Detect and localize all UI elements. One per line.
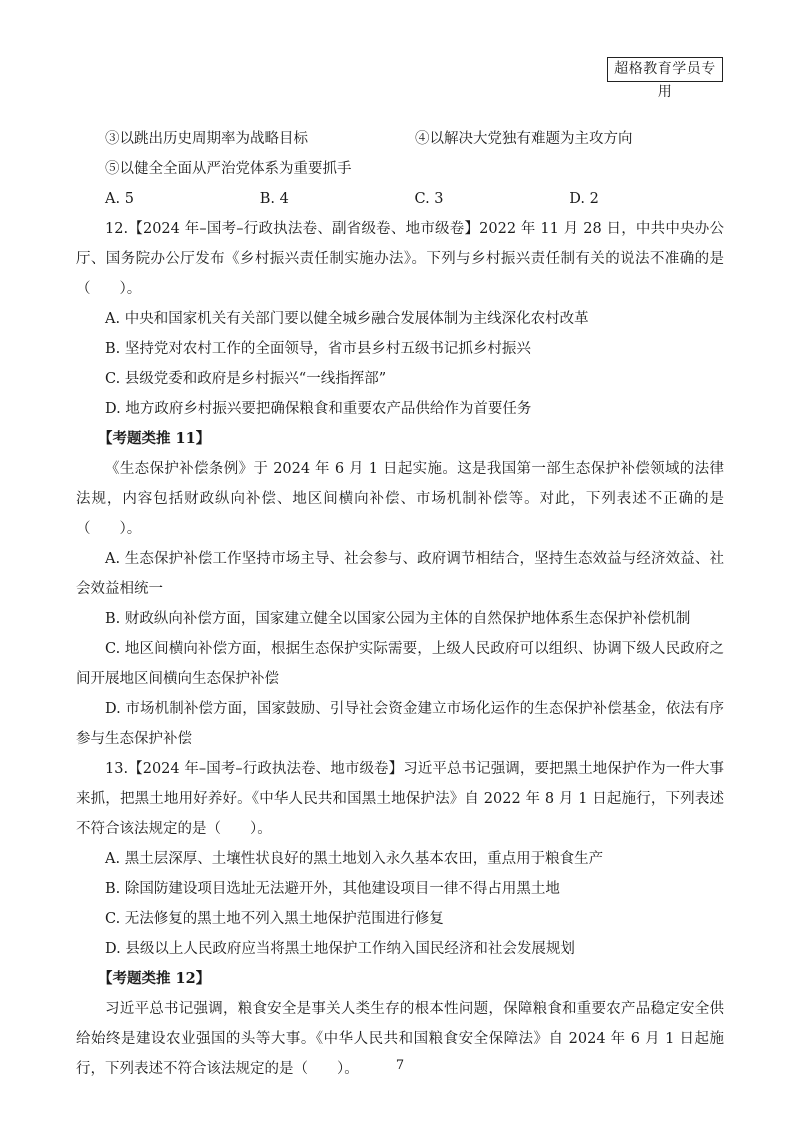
q11-option-d: D. 2 bbox=[569, 191, 599, 207]
q11-item-5: ⑤以健全全面从严治党体系为重要抓手 bbox=[105, 161, 352, 177]
q12-stem: 12.【2024 年–国考–行政执法卷、副省级卷、地市级卷】2022 年 11 月 28 日，中共中央办公厅、国务院办公厅发布《乡村振兴责任制实施办法》。下列与乡村振兴责任制有关的说法不准确的是（ ）。 bbox=[76, 221, 724, 297]
page-content bbox=[76, 124, 724, 1084]
page-number: 7 bbox=[395, 1058, 405, 1073]
q11-item-3: ③以跳出历史周期率为战略目标 bbox=[105, 131, 308, 147]
q11-options bbox=[76, 184, 724, 214]
q12-option-a: A. 中央和国家机关有关部门要以健全城乡融合发展体制为主线深化农村改革 bbox=[105, 311, 589, 327]
q12-option-b: B. 坚持党对农村工作的全面领导，省市县乡村五级书记抓乡村振兴 bbox=[105, 341, 531, 357]
tuitui-11-option-c: C. 地区间横向补偿方面，根据生态保护实际需要，上级人民政府可以组织、协调下级人民政府之间开展地区间横向生态保护补偿 bbox=[76, 641, 724, 687]
tuitui-11-heading: 【考题类推 11】 bbox=[98, 430, 211, 447]
student-use-stamp: 超格教育学员专用 bbox=[607, 57, 723, 82]
q12-option-d: D. 地方政府乡村振兴要把确保粮食和重要农产品供给作为首要任务 bbox=[105, 401, 532, 417]
q11-items-row-2 bbox=[76, 154, 724, 184]
q13-option-a: A. 黑土层深厚、土壤性状良好的黑土地划入永久基本农田，重点用于粮食生产 bbox=[105, 851, 604, 867]
q13-stem: 13.【2024 年–国考–行政执法卷、地市级卷】习近平总书记强调，要把黑土地保护作为一件大事来抓，把黑土地用好养好。《中华人民共和国黑土地保护法》自 2022 年 8 月 1 日起施行，下列表述不符合该法规定的是（ ）。 bbox=[76, 761, 724, 837]
tuitui-12-stem: 习近平总书记强调，粮食安全是事关人类生存的根本性问题，保障粮食和重要农产品稳定安全供给始终是建设农业强国的头等大事。《中华人民共和国粮食安全保障法》自 2024 年 6 月 1 日起施行，下列表述不符合该法规定的是（ ）。 bbox=[76, 1001, 724, 1077]
tuitui-11-option-a: A. 生态保护补偿工作坚持市场主导、社会参与、政府调节相结合，坚持生态效益与经济效益、社会效益相统一 bbox=[76, 551, 724, 597]
q12-option-c: C. 县级党委和政府是乡村振兴“一线指挥部” bbox=[105, 371, 387, 387]
tuitui-11-option-b: B. 财政纵向补偿方面，国家建立健全以国家公园为主体的自然保护地体系生态保护补偿机制 bbox=[105, 611, 691, 627]
q13-option-c: C. 无法修复的黑土地不列入黑土地保护范围进行修复 bbox=[105, 911, 444, 927]
tuitui-11-option-d: D. 市场机制补偿方面，国家鼓励、引导社会资金建立市场化运作的生态保护补偿基金，依法有序参与生态保护补偿 bbox=[76, 701, 724, 747]
q13-option-b: B. 除国防建设项目选址无法避开外，其他建设项目一律不得占用黑土地 bbox=[105, 881, 560, 897]
q11-option-c: C. 3 bbox=[414, 191, 444, 207]
tuitui-11-stem: 《生态保护补偿条例》于 2024 年 6 月 1 日起实施。这是我国第一部生态保护补偿领域的法律法规，内容包括财政纵向补偿、地区间横向补偿、市场机制补偿等。对此，下列表述不正确的是（ ）。 bbox=[76, 461, 724, 537]
q11-item-4: ④以解决大党独有难题为主攻方向 bbox=[415, 131, 633, 147]
q13-option-d: D. 县级以上人民政府应当将黑土地保护工作纳入国民经济和社会发展规划 bbox=[105, 941, 575, 957]
q11-option-b: B. 4 bbox=[259, 191, 289, 207]
tuitui-12-heading: 【考题类推 12】 bbox=[98, 970, 211, 987]
q11-option-a: A. 5 bbox=[105, 191, 134, 207]
q11-items-row-1 bbox=[76, 124, 724, 154]
